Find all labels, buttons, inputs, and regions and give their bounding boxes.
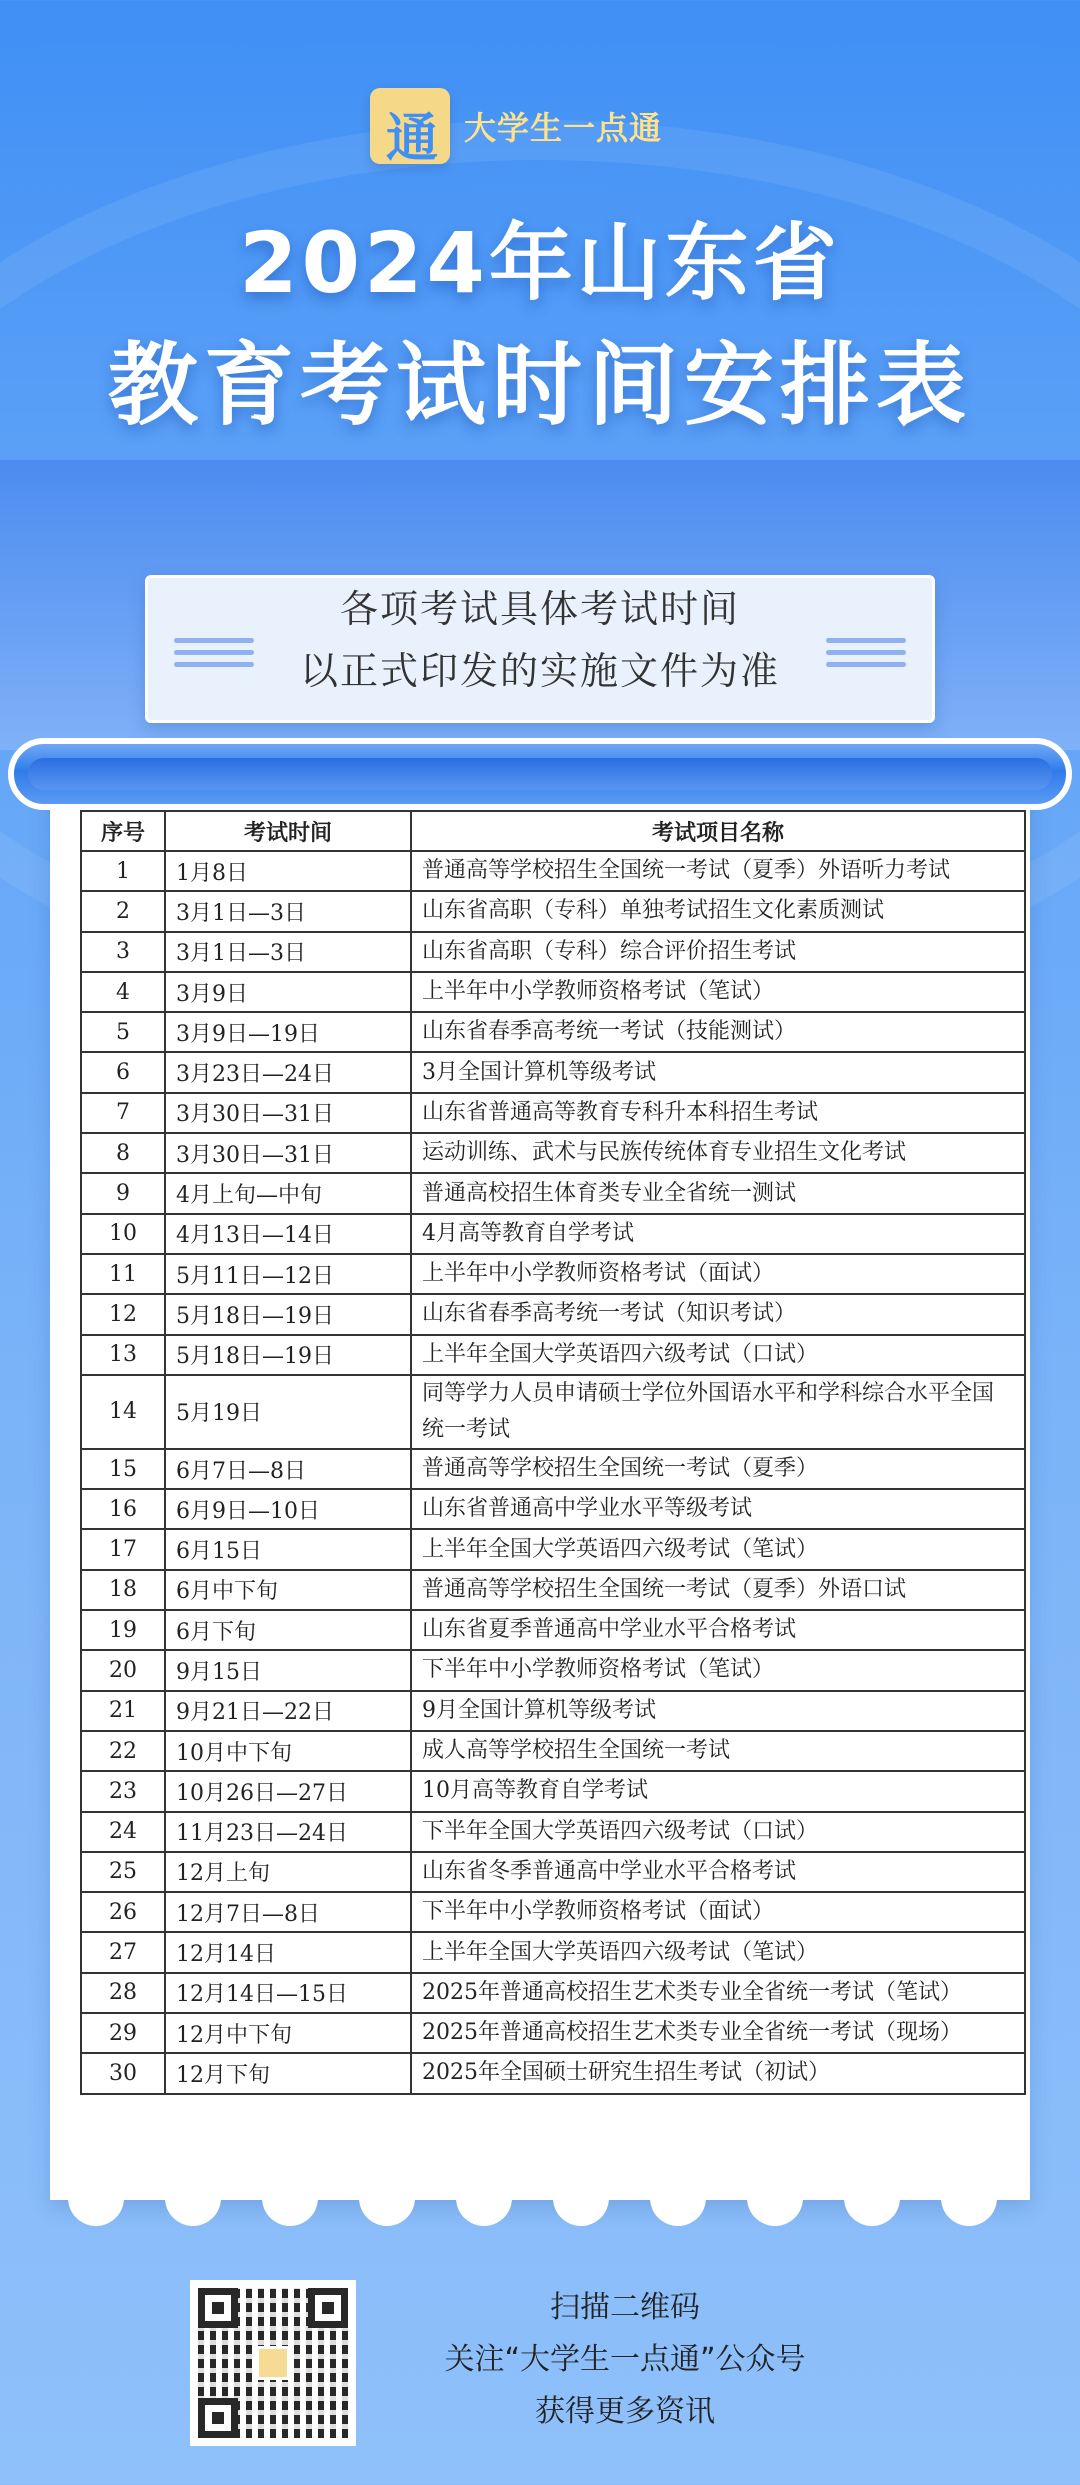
table-row xyxy=(81,2013,1025,2053)
table-row xyxy=(81,1852,1025,1892)
scroll-roller xyxy=(8,738,1072,810)
qr-code-icon xyxy=(190,2280,356,2446)
cell-no: 18 xyxy=(81,1570,165,1610)
cell-name: 普通高等学校招生全国统一考试（夏季） xyxy=(411,1449,1025,1489)
cell-name: 10月高等教育自学考试 xyxy=(411,1771,1025,1811)
cell-no: 10 xyxy=(81,1214,165,1254)
cell-name: 上半年全国大学英语四六级考试（笔试） xyxy=(411,1529,1025,1569)
cell-no: 3 xyxy=(81,932,165,972)
cell-date: 6月中下旬 xyxy=(165,1570,411,1610)
page-title-line2: 教育考试时间安排表 xyxy=(108,333,972,438)
cell-date: 5月11日—12日 xyxy=(165,1254,411,1294)
cell-name: 运动训练、武术与民族传统体育专业招生文化考试 xyxy=(411,1133,1025,1173)
brand xyxy=(370,88,663,169)
exam-schedule-table xyxy=(80,810,1026,2095)
cell-no: 21 xyxy=(81,1691,165,1731)
cell-no: 1 xyxy=(81,851,165,891)
table-row xyxy=(81,1892,1025,1932)
cell-no: 27 xyxy=(81,1932,165,1972)
cell-name: 普通高等学校招生全国统一考试（夏季）外语听力考试 xyxy=(411,851,1025,891)
table-row xyxy=(81,1375,1025,1449)
table-row xyxy=(81,1731,1025,1771)
cell-name: 2025年普通高校招生艺术类专业全省统一考试（现场） xyxy=(411,2013,1025,2053)
cell-no: 2 xyxy=(81,891,165,931)
table-row xyxy=(81,1691,1025,1731)
footer xyxy=(0,2260,1080,2485)
cell-no: 12 xyxy=(81,1294,165,1334)
cell-no: 4 xyxy=(81,972,165,1012)
cell-date: 1月8日 xyxy=(165,851,411,891)
cell-date: 3月30日—31日 xyxy=(165,1133,411,1173)
cell-no: 29 xyxy=(81,2013,165,2053)
cell-no: 15 xyxy=(81,1449,165,1489)
cell-date: 11月23日—24日 xyxy=(165,1812,411,1852)
cell-name: 普通高等学校招生全国统一考试（夏季）外语口试 xyxy=(411,1570,1025,1610)
cell-no: 6 xyxy=(81,1052,165,1092)
cell-date: 9月21日—22日 xyxy=(165,1691,411,1731)
header-no: 序号 xyxy=(81,811,165,851)
cell-no: 8 xyxy=(81,1133,165,1173)
cell-name: 普通高校招生体育类专业全省统一测试 xyxy=(411,1173,1025,1213)
table-row xyxy=(81,1932,1025,1972)
cell-name: 山东省高职（专科）单独考试招生文化素质测试 xyxy=(411,891,1025,931)
cell-date: 6月9日—10日 xyxy=(165,1489,411,1529)
cell-name: 上半年全国大学英语四六级考试（笔试） xyxy=(411,1932,1025,1972)
cell-no: 17 xyxy=(81,1529,165,1569)
table-row xyxy=(81,1489,1025,1529)
cell-date: 3月1日—3日 xyxy=(165,932,411,972)
header-name: 考试项目名称 xyxy=(411,811,1025,851)
cell-date: 5月19日 xyxy=(165,1375,411,1449)
footer-line1: 扫描二维码 xyxy=(550,2290,700,2325)
cell-date: 5月18日—19日 xyxy=(165,1294,411,1334)
cell-name: 山东省冬季普通高中学业水平合格考试 xyxy=(411,1852,1025,1892)
brand-logo-glyph: 通 xyxy=(386,108,439,169)
cell-name: 3月全国计算机等级考试 xyxy=(411,1052,1025,1092)
cell-name: 2025年全国硕士研究生招生考试（初试） xyxy=(411,2053,1025,2093)
cell-no: 26 xyxy=(81,1892,165,1932)
cell-no: 9 xyxy=(81,1173,165,1213)
footer-line2: 关注“大学生一点通”公众号 xyxy=(444,2342,806,2377)
table-row xyxy=(81,1771,1025,1811)
cell-no: 14 xyxy=(81,1375,165,1449)
decor-stripes-right-icon xyxy=(826,638,906,674)
table-row xyxy=(81,1529,1025,1569)
paper-scallop-edge xyxy=(50,2200,1030,2230)
cell-date: 12月7日—8日 xyxy=(165,1892,411,1932)
footer-line3: 获得更多资讯 xyxy=(535,2394,715,2429)
cell-no: 13 xyxy=(81,1335,165,1375)
table-row xyxy=(81,1812,1025,1852)
page-title-line1: 2024年山东省 xyxy=(239,214,841,312)
table-row xyxy=(81,1214,1025,1254)
table-row xyxy=(81,972,1025,1012)
header xyxy=(0,0,1080,460)
cell-date: 9月15日 xyxy=(165,1650,411,1690)
cell-date: 6月下旬 xyxy=(165,1610,411,1650)
table-row xyxy=(81,1173,1025,1213)
cell-date: 4月上旬—中旬 xyxy=(165,1173,411,1213)
notice-line1: 各项考试具体考试时间 xyxy=(339,587,740,631)
table-row xyxy=(81,2053,1025,2093)
cell-no: 5 xyxy=(81,1012,165,1052)
table-row xyxy=(81,1052,1025,1092)
table-row xyxy=(81,1254,1025,1294)
cell-date: 12月14日 xyxy=(165,1932,411,1972)
cell-date: 4月13日—14日 xyxy=(165,1214,411,1254)
table-row xyxy=(81,1335,1025,1375)
cell-date: 10月26日—27日 xyxy=(165,1771,411,1811)
cell-date: 6月7日—8日 xyxy=(165,1449,411,1489)
cell-name: 成人高等学校招生全国统一考试 xyxy=(411,1731,1025,1771)
cell-date: 3月9日 xyxy=(165,972,411,1012)
cell-no: 20 xyxy=(81,1650,165,1690)
cell-name: 2025年普通高校招生艺术类专业全省统一考试（笔试） xyxy=(411,1973,1025,2013)
cell-name: 山东省春季高考统一考试（知识考试） xyxy=(411,1294,1025,1334)
cell-name: 山东省高职（专科）综合评价招生考试 xyxy=(411,932,1025,972)
notice-box xyxy=(145,575,935,723)
table-row xyxy=(81,1093,1025,1133)
cell-name: 4月高等教育自学考试 xyxy=(411,1214,1025,1254)
cell-date: 6月15日 xyxy=(165,1529,411,1569)
cell-name: 上半年全国大学英语四六级考试（口试） xyxy=(411,1335,1025,1375)
cell-name: 山东省普通高中学业水平等级考试 xyxy=(411,1489,1025,1529)
decor-stripes-left-icon xyxy=(174,638,254,674)
cell-date: 3月1日—3日 xyxy=(165,891,411,931)
cell-name: 山东省春季高考统一考试（技能测试） xyxy=(411,1012,1025,1052)
brand-logo-icon xyxy=(370,88,450,169)
table-row xyxy=(81,1294,1025,1334)
cell-name: 下半年中小学教师资格考试（笔试） xyxy=(411,1650,1025,1690)
cell-no: 11 xyxy=(81,1254,165,1294)
cell-name: 上半年中小学教师资格考试（笔试） xyxy=(411,972,1025,1012)
header-date: 考试时间 xyxy=(165,811,411,851)
cell-no: 28 xyxy=(81,1973,165,2013)
table-row xyxy=(81,891,1025,931)
table-row xyxy=(81,1610,1025,1650)
table-row xyxy=(81,1012,1025,1052)
cell-name: 山东省普通高等教育专科升本科招生考试 xyxy=(411,1093,1025,1133)
cell-no: 30 xyxy=(81,2053,165,2093)
table-header-row xyxy=(81,811,1025,851)
cell-date: 12月中下旬 xyxy=(165,2013,411,2053)
table-row xyxy=(81,932,1025,972)
cell-name: 9月全国计算机等级考试 xyxy=(411,1691,1025,1731)
table-row xyxy=(81,1650,1025,1690)
cell-name: 山东省夏季普通高中学业水平合格考试 xyxy=(411,1610,1025,1650)
notice-line2: 以正式印发的实施文件为准 xyxy=(299,649,780,693)
cell-no: 22 xyxy=(81,1731,165,1771)
cell-name: 下半年全国大学英语四六级考试（口试） xyxy=(411,1812,1025,1852)
cell-date: 12月14日—15日 xyxy=(165,1973,411,2013)
cell-date: 12月上旬 xyxy=(165,1852,411,1892)
cell-no: 25 xyxy=(81,1852,165,1892)
cell-date: 3月9日—19日 xyxy=(165,1012,411,1052)
cell-no: 7 xyxy=(81,1093,165,1133)
table-row xyxy=(81,1570,1025,1610)
cell-name: 下半年中小学教师资格考试（面试） xyxy=(411,1892,1025,1932)
cell-date: 5月18日—19日 xyxy=(165,1335,411,1375)
table-row xyxy=(81,1973,1025,2013)
cell-date: 10月中下旬 xyxy=(165,1731,411,1771)
cell-date: 3月23日—24日 xyxy=(165,1052,411,1092)
cell-name: 同等学力人员申请硕士学位外国语水平和学科综合水平全国统一考试 xyxy=(411,1375,1025,1449)
brand-name: 大学生一点通 xyxy=(464,109,663,147)
cell-no: 24 xyxy=(81,1812,165,1852)
cell-no: 19 xyxy=(81,1610,165,1650)
cell-no: 16 xyxy=(81,1489,165,1529)
cell-no: 23 xyxy=(81,1771,165,1811)
cell-name: 上半年中小学教师资格考试（面试） xyxy=(411,1254,1025,1294)
table-row xyxy=(81,1449,1025,1489)
table-row xyxy=(81,851,1025,891)
cell-date: 12月下旬 xyxy=(165,2053,411,2093)
footer-text xyxy=(400,2282,850,2438)
table-row xyxy=(81,1133,1025,1173)
cell-date: 3月30日—31日 xyxy=(165,1093,411,1133)
